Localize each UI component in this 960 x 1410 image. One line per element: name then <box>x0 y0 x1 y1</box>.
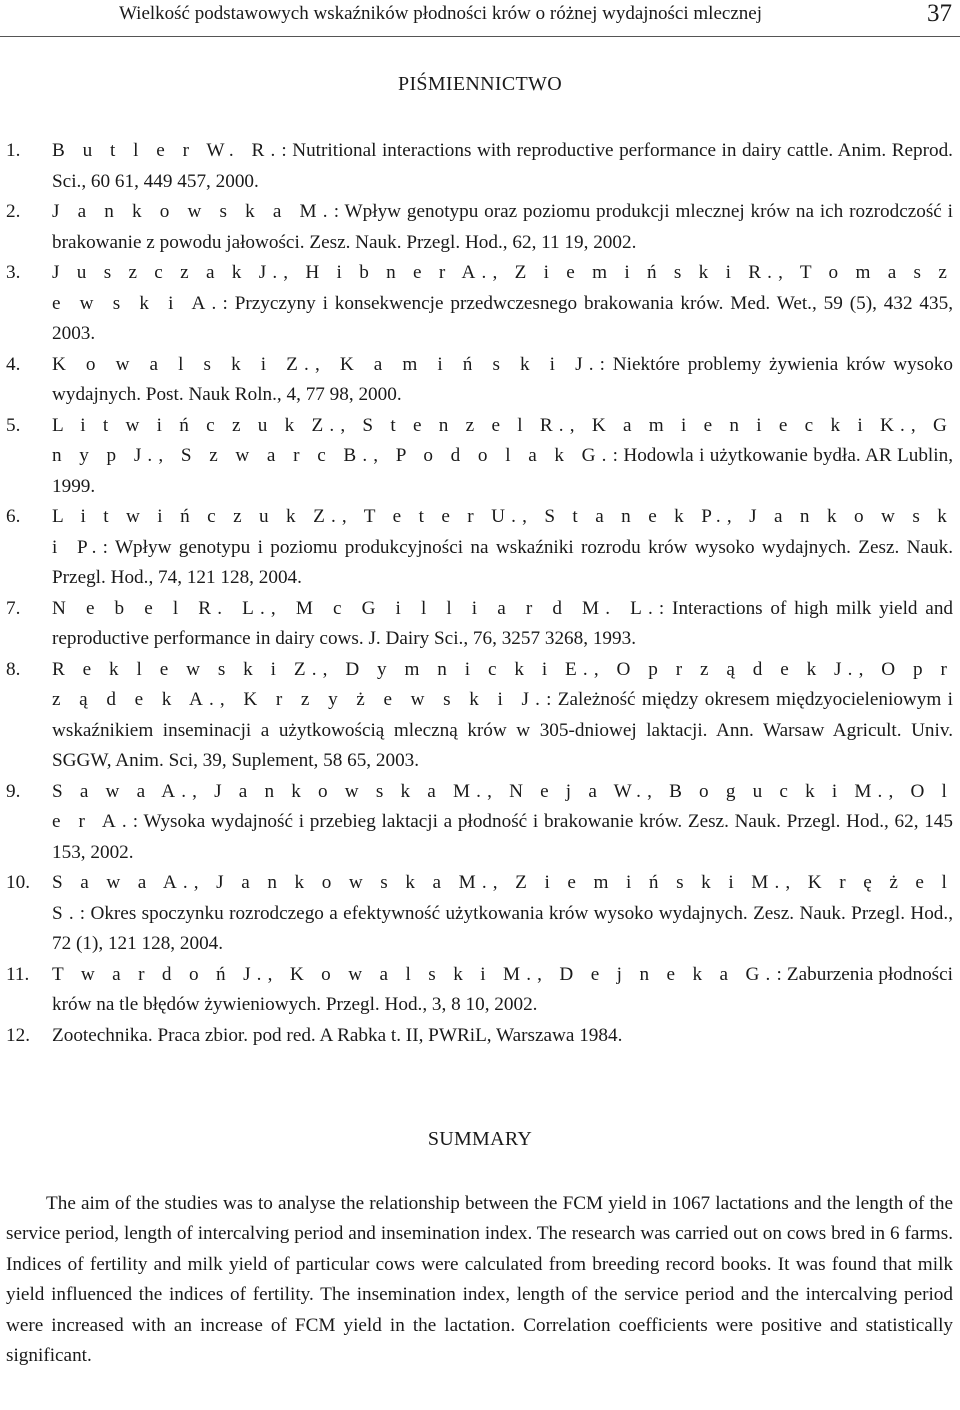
reference-authors: L i t w i ń c z u k Z., T e t e r U., S t a n e k P., J a n k o w s k i P. <box>52 506 953 558</box>
reference-number: 3. <box>6 262 21 283</box>
reference-authors: R e k l e w s k i Z., D y m n i c k i E., O p r z ą d e k J., O p r z ą d e k A., K r z y ż e w s k i J. <box>52 658 953 710</box>
reference-number: 1. <box>6 140 21 161</box>
summary-heading: SUMMARY <box>427 1128 533 1150</box>
reference-number: 7. <box>6 597 21 619</box>
reference-details: : Nutritional interactions with reproductive performance in dairy cattle. Anim. Reprod. Sci., 60 61, 449 457, 2000. <box>52 140 953 192</box>
running-header <box>0 0 960 37</box>
reference-details: : Niektóre problemy żywienia krów wysoko wydajnych. Post. Nauk Roln., 4, 77 98, 2000. <box>52 353 953 405</box>
reference-authors: J a n k o w s k a M. <box>52 201 334 222</box>
reference-item <box>6 258 953 350</box>
reference-item <box>6 136 953 197</box>
reference-item <box>6 960 953 1021</box>
reference-authors: J u s z c z a k J., H i b n e r A., Z i e m i ń s k i R., T o m a s z e w s k i A. <box>52 262 953 314</box>
reference-item <box>6 411 953 503</box>
reference-authors: S a w a A., J a n k o w s k a M., N e j a W., B o g u c k i M., O l e r A. <box>52 780 953 832</box>
reference-details: : Zaburzenia płodności krów na tle błędów żywieniowych. Przegl. Hod., 3, 8 10, 2002. <box>52 963 953 1015</box>
reference-number: 4. <box>6 353 21 375</box>
reference-item <box>6 502 953 594</box>
reference-details: : Wpływ genotypu oraz poziomu produkcji mlecznej krów na ich rozrodczość i brakowanie z powodu jałowości. Zesz. Nauk. Przegl. Hod., 62, 11 19, 2002. <box>52 201 954 253</box>
reference-number: 6. <box>6 506 21 527</box>
reference-item <box>6 777 953 869</box>
reference-number: 5. <box>6 414 21 436</box>
reference-number: 2. <box>6 201 21 222</box>
reference-authors: S a w a A., J a n k o w s k a M., Z i e m i ń s k i M., K r ę ż e l S. <box>52 872 953 924</box>
reference-details: : Wysoka wydajność i przebieg laktacji a płodność i brakowanie krów. Zesz. Nauk. Przegl. Hod., 62, 145 153, 2002. <box>52 811 953 863</box>
summary-paragraph: The aim of the studies was to analyse the relationship between the FCM yield in 1067 lactations and the length of the service period, length of intercalving period and insemination index. The research was carried out on cows bred in 6 farms. Indices of fertility and milk yield of particular cows were calculated from breeding record books. It was found that milk yield influenced the indices of fertility. The insemination index, length of the service period and the intercalving period were increased with an increase of FCM yield in the lactation. Correlation coefficients were positive and statistically significant. <box>6 1193 953 1367</box>
reference-details: : Interactions of high milk yield and reproductive performance in dairy cows. J. Dairy Sci., 76, 3257 3268, 1993. <box>52 597 954 649</box>
reference-item <box>6 594 953 655</box>
reference-item <box>6 197 953 258</box>
reference-item <box>6 655 953 777</box>
reference-item <box>6 1021 953 1052</box>
reference-details: : Hodowla i użytkowanie bydła. AR Lublin, 1999. <box>52 445 953 497</box>
reference-authors: K o w a l s k i Z., K a m i ń s k i J. <box>52 353 600 375</box>
reference-number: 12. <box>6 1024 30 1046</box>
reference-item <box>6 868 953 960</box>
reference-details: : Zależność między okresem międzyocieleniowym i wskaźnikiem inseminacji a użytkowością mleczną krów w 305-dniowej laktacji. Ann. Warsaw Agricult. Univ. SGGW, Anim. Sci, 39, Suplement, 58 65, 2003. <box>52 689 953 771</box>
reference-number: 11. <box>6 963 30 985</box>
reference-authors: N e b e l R. L., M c G i l l i a r d M. L. <box>52 597 659 619</box>
reference-item <box>6 350 953 411</box>
reference-authors: L i t w i ń c z u k Z., S t e n z e l R., K a m i e n i e c k i K., G n y p J., S z w a r c B., P o d o l a k G. <box>52 414 953 466</box>
reference-number: 10. <box>6 872 30 893</box>
reference-number: 8. <box>6 658 21 680</box>
page-number: 37 <box>927 0 952 27</box>
reference-details: : Przyczyny i konsekwencje przedwczesnego brakowania krów. Med. Wet., 59 (5), 432 435, 2003. <box>52 292 954 344</box>
reference-number: 9. <box>6 780 21 802</box>
reference-details: : Wpływ genotypu i poziomu produkcyjności na wskaźniki rozrodu krów wysoko wydajnych. Zesz. Nauk. Przegl. Hod., 74, 121 128, 2004. <box>52 536 953 588</box>
reference-details: Zootechnika. Praca zbior. pod red. A Rabka t. II, PWRiL, Warszawa 1984. <box>52 1024 623 1046</box>
reference-list <box>6 136 953 1051</box>
reference-authors: B u t l e r W. R. <box>52 140 282 161</box>
reference-details: : Okres spoczynku rozrodczego a efektywność użytkowania krów wysoko wydajnych. Zesz. Nauk. Przegl. Hod., 72 (1), 121 128, 2004. <box>52 902 953 954</box>
reference-authors: T w a r d o ń J., K o w a l s k i M., D e j n e k a G. <box>52 963 777 985</box>
references-heading: PIŚMIENNICTWO <box>398 73 562 95</box>
running-header-title: Wielkość podstawowych wskaźników płodności krów o różnej wydajności mlecznej <box>119 3 762 24</box>
